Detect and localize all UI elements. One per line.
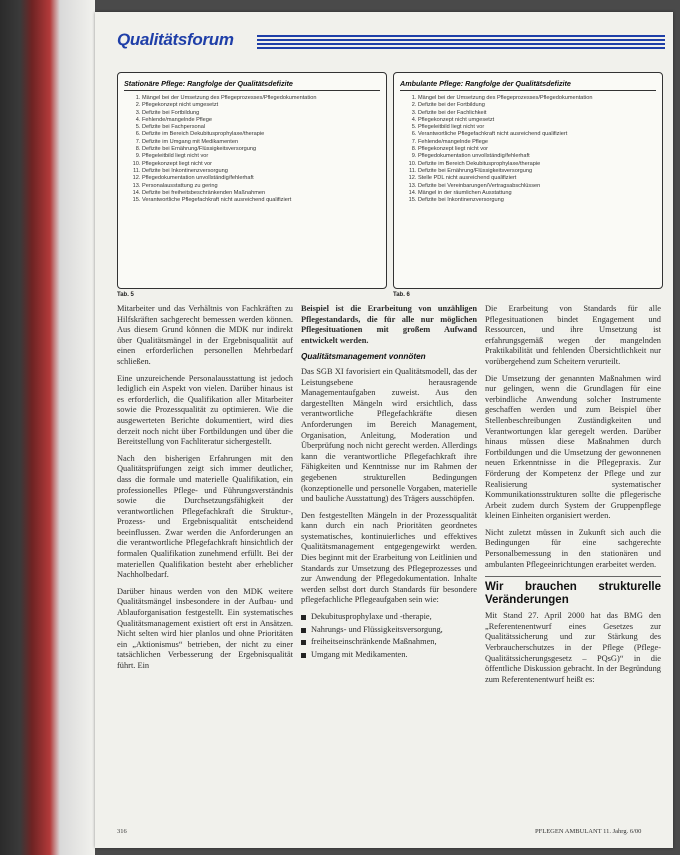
- table-item: 6. Defizite im Bereich Dekubitusprophylaxe/therapie: [142, 131, 380, 138]
- list-item: Dekubitusprophylaxe und -therapie,: [301, 612, 477, 623]
- table-item: 5. Pflegeleitbild liegt nicht vor: [418, 124, 656, 131]
- table-ambulant-list: [400, 95, 656, 204]
- divider: [485, 576, 661, 577]
- bullet-list: [301, 612, 477, 660]
- book-spine: [0, 0, 95, 855]
- magazine-page: [95, 12, 673, 848]
- table-item: 9. Pflegedokumentation unvollständig/fehlerhaft: [418, 153, 656, 160]
- paragraph: Mit Stand 27. April 2000 hat das BMG den „Referentenentwurf eines Gesetzes zur Qualitätssicherung und zur Stärkung des Verbraucherschutzes in der Pflege (Pflege-Qualitätssicherungsgesetz – PQsG)“ in die öffentliche Diskussion gebracht. In der Begründung zum Referentenentwurf heißt es:: [485, 611, 661, 684]
- text-column-1: [117, 304, 293, 824]
- paragraph: Eine unzureichende Personalausstattung ist jedoch lediglich ein Aspekt von vielen. Darüber hinaus ist es erforderlich, die Qualifikation aller Mitarbeiter sowie die Prozessqualität zu optimieren. Wie die ausgewerteten Berichte dokumentiert, wird dies derzeit noch nicht über Fortbildungen und über die Bereitstellung von Fachliteratur sichergestellt.: [117, 373, 293, 447]
- page-number: 316: [117, 828, 127, 835]
- table-item: 3. Defizite bei Fortbildung: [142, 110, 380, 117]
- table-item: 15. Defizite bei Inkontinenzversorgung: [418, 197, 656, 204]
- paragraph: Mitarbeiter und das Verhältnis von Fachkräften zu Hilfskräften sachgerecht bemessen werden können. Aus diesem Grund können die MDK nur indirekt über Qualitätsmängel in der Ergebnisqualität auf einen erforderlichen personellen Mehrbedarf schließen.: [117, 304, 293, 366]
- section-heading: Wir brauchen strukturelle Veränderungen: [485, 581, 661, 607]
- table-item: 7. Defizite im Umgang mit Medikamenten: [142, 139, 380, 146]
- table-item: 11. Defizite bei Ernährung/Flüssigkeitsversorgung: [418, 168, 656, 175]
- table-item: 3. Defizite bei der Fachlichkeit: [418, 110, 656, 117]
- table-item: 15. Verantwortliche Pflegefachkraft nicht ausreichend qualifiziert: [142, 197, 380, 204]
- table-item: 4. Pflegekonzept nicht umgesetzt: [418, 117, 656, 124]
- table-item: 13. Defizite bei Vereinbarungen/Vertragsabschlüssen: [418, 183, 656, 190]
- table-item: 12. Stelle PDL nicht ausreichend qualifiziert: [418, 175, 656, 182]
- table-item: 13. Personalausstattung zu gering: [142, 183, 380, 190]
- banner-stripes: [257, 35, 665, 49]
- text-column-3: [485, 304, 661, 824]
- section-banner: [117, 30, 667, 56]
- list-item: Nahrungs- und Flüssigkeitsversorgung,: [301, 625, 477, 636]
- paragraph: Nach den bisherigen Erfahrungen mit den Qualitätsprüfungen zeigt sich immer deutlicher, dass die formale und materielle Qualifikation, ein professionelles Pflege- und Führungsverständnis sowie die Durchsetzungsfähigkeit der verantwortlichen Pflegefachkraft die Struktur-, Prozess- und Ergebnisqualität entscheidend beeinflussen. Zwar werden die Anforderungen an die verantwortliche Pflegefachkraft hinsichtlich der formalen Qualifikation zunehmend erfüllt. Bei der materiellen Qualifikation besteht aber erheblicher Nachholbedarf.: [117, 453, 293, 580]
- list-item: Umgang mit Medikamenten.: [301, 650, 477, 661]
- paragraph: Die Umsetzung der genannten Maßnahmen wird nur gelingen, wenn die Grundlagen für eine verbindliche Anwendung solcher Instrumente geschaffen werden und zum Beispiel über Stellenbeschreibungen Zuständigkeiten und Verantwortungen klar geregelt werden. Darüber hinaus müssen diese Maßnahmen durch Fortbildungen und die Umsetzung der gewonnenen neuen Erkenntnisse in die Pflegepraxis. Zur Förderung der Kompetenz der Pflege und zur Realisierung systematischer Kommunikationsstrukturen sollte die pflegerische Arbeit zudem durch System der Gruppenpflege kleinen Einheiten organisiert werden.: [485, 373, 661, 521]
- table-item: 14. Defizite bei freiheitsbeschränkenden Maßnahmen: [142, 190, 380, 197]
- table-stationary: [117, 72, 387, 289]
- table-item: 12. Pflegedokumentation unvollständig/fehlerhaft: [142, 175, 380, 182]
- table-ambulant: [393, 72, 663, 289]
- table-item: 11. Defizite bei Inkontinenzversorgung: [142, 168, 380, 175]
- paragraph: Nicht zuletzt müssen in Zukunft sich auch die Bedingungen für eine sachgerechte Personalbemessung in den stationären und ambulanten Pflegeeinrichtungen erarbeitet werden.: [485, 527, 661, 569]
- table-stationary-list: [124, 95, 380, 204]
- paragraph: Beispiel ist die Erarbeitung von unzähligen Pflegestandards, die für alle nur möglichen Pflegesituationen mit großem Aufwand entwickelt werden.: [301, 304, 477, 345]
- subheading: Qualitätsmanagement vonnöten: [301, 352, 426, 362]
- table-item: 10. Defizite im Bereich Dekubitusprophylaxe/therapie: [418, 161, 656, 168]
- table-item: 4. Fehlende/mangelnde Pflege: [142, 117, 380, 124]
- paragraph: Den festgestellten Mängeln in der Prozessqualität kann durch ein nach Prioritäten geordnetes systematisches, kontinuierliches und effektives Qualitätsmanagement entgegengewirkt werden. Dies beginnt mit der Erarbeitung von Leitlinien und Standards zur Umsetzung des Pflegeprozesses und zur Anwendung der Pflegedokumentation. Inhalte werden selbst dort durch Standards für besondere pflegefachliche Pflegeaufgaben sein wie:: [301, 510, 477, 605]
- table-item: 5. Defizite bei Fachpersonal: [142, 124, 380, 131]
- table-stationary-heading: Stationäre Pflege: Rangfolge der Qualitätsdefizite: [124, 79, 380, 91]
- paragraph: Darüber hinaus werden von den MDK weitere Qualitätsmängel insbesondere in der Aufbau- und Ablauforganisation festgestellt. Ein systematisches Qualitätsmanagement existiert oft erst in Ansätzen. Nicht selten wird hier planlos und ohne Prioritäten ein „Aktionismus“ betrieben, der nicht zu einer tatsächlichen Verbesserung der Ergebnisqualität führt. Ein: [117, 586, 293, 670]
- table-item: 8. Pflegekonzept liegt nicht vor: [418, 146, 656, 153]
- paragraph: Die Erarbeitung von Standards für alle Pflegesituationen bindet Engagement und Ressourcen, und ihre Umsetzung ist erfahrungsgemäß wegen der mangelnden Praktikabilität und fehlenden Übersichtlichkeit nur vorübergehend zum Scheitern verurteilt.: [485, 304, 661, 366]
- table-item: 1. Mängel bei der Umsetzung des Pflegeprozesses/Pflegedokumentation: [142, 95, 380, 102]
- table-item: 8. Defizite bei Ernährung/Flüssigkeitsversorgung: [142, 146, 380, 153]
- table-item: 9. Pflegeleitbild liegt nicht vor: [142, 153, 380, 160]
- list-item: freiheitseinschränkende Maßnahmen,: [301, 637, 477, 648]
- table-item: 14. Mängel in der räumlichen Ausstattung: [418, 190, 656, 197]
- section-title: Qualitätsforum: [117, 30, 234, 49]
- table-item: 1. Mängel bei der Umsetzung des Pflegeprozesses/Pflegedokumentation: [418, 95, 656, 102]
- journal-footer: PFLEGEN AMBULANT 11. Jahrg. 6/00: [535, 828, 642, 835]
- table-item: 2. Pflegekonzept nicht umgesetzt: [142, 102, 380, 109]
- text-column-2: [301, 304, 477, 824]
- table-item: 2. Defizite bei der Fortbildung: [418, 102, 656, 109]
- table-ambulant-label: Tab. 6: [393, 292, 410, 298]
- table-stationary-label: Tab. 5: [117, 292, 134, 298]
- table-ambulant-heading: Ambulante Pflege: Rangfolge der Qualitätsdefizite: [400, 79, 656, 91]
- table-item: 10. Pflegekonzept liegt nicht vor: [142, 161, 380, 168]
- table-item: 6. Verantwortliche Pflegefachkraft nicht ausreichend qualifiziert: [418, 131, 656, 138]
- table-item: 7. Fehlende/mangelnde Pflege: [418, 139, 656, 146]
- paragraph: Das SGB XI favorisiert ein Qualitätsmodell, das der Leistungsebene herausragende Managementaufgaben zuweist. Aus den dargestellten Mängeln wird ersichtlich, dass verantwortliche Pflegefachkräfte diesen Anforderungen im Bereich Management, Organisation, Anleitung, Moderation und Überprüfung noch nicht gerecht werden. Allerdings kann die verantwortliche Pflegefachkraft ihre Fähigkeiten und Kenntnisse nur im Rahmen der gegebenen strukturellen Bedingungen (konzeptionelle und personelle Vorgaben, materielle und bauliche Ausstattung) des Trägers ausschöpfen.: [301, 366, 477, 504]
